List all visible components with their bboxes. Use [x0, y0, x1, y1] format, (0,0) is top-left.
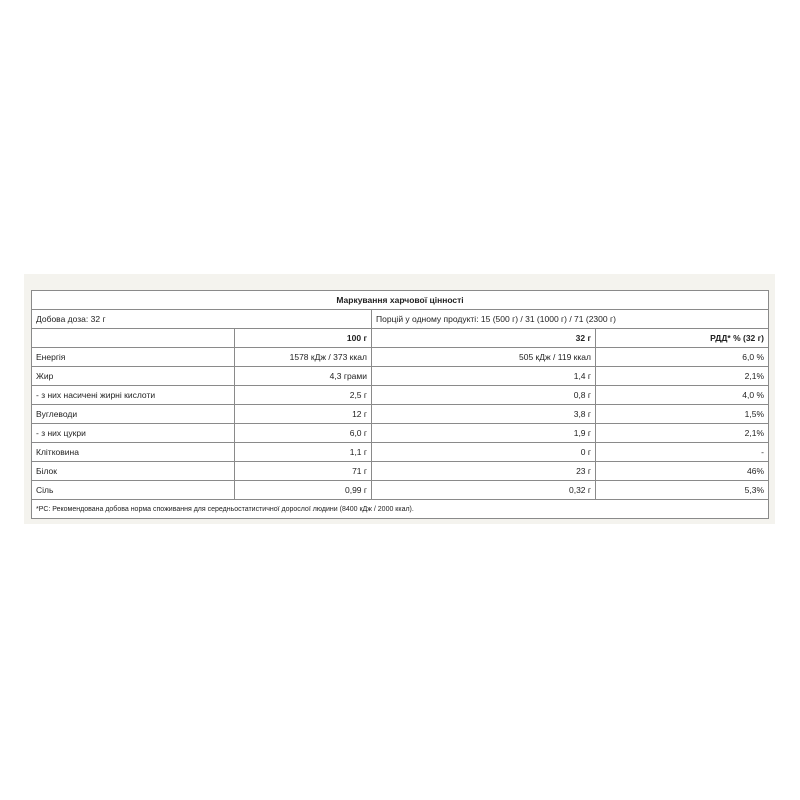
info-row [32, 310, 769, 329]
daily-dose: Добова доза: 32 г [32, 310, 372, 329]
table-row [32, 405, 769, 424]
table-row [32, 462, 769, 481]
nutrient-name: Сіль [32, 481, 235, 500]
nutrient-name: - з них насичені жирні кислоти [32, 386, 235, 405]
header-row [32, 329, 769, 348]
value-per-32g: 505 кДж / 119 ккал [372, 348, 596, 367]
table-row [32, 424, 769, 443]
value-per-100g: 2,5 г [235, 386, 372, 405]
value-rda: 1,5% [596, 405, 769, 424]
table-row [32, 386, 769, 405]
value-per-100g: 71 г [235, 462, 372, 481]
table-row [32, 367, 769, 386]
footnote: *РС: Рекомендована добова норма споживання для середньостатистичної дорослої людини (8400 кДж / 2000 ккал). [32, 500, 769, 519]
header-per-32g: 32 г [372, 329, 596, 348]
value-per-32g: 0,32 г [372, 481, 596, 500]
value-rda: 6,0 % [596, 348, 769, 367]
header-per-100g: 100 г [235, 329, 372, 348]
table-row [32, 443, 769, 462]
nutrition-panel [24, 274, 775, 524]
value-per-100g: 12 г [235, 405, 372, 424]
table-title: Маркування харчової цінності [32, 291, 769, 310]
nutrition-table [31, 290, 769, 519]
value-per-100g: 0,99 г [235, 481, 372, 500]
value-per-32g: 1,4 г [372, 367, 596, 386]
value-rda: 5,3% [596, 481, 769, 500]
nutrient-name: - з них цукри [32, 424, 235, 443]
table-row [32, 481, 769, 500]
value-per-32g: 0,8 г [372, 386, 596, 405]
value-per-100g: 1,1 г [235, 443, 372, 462]
value-per-100g: 6,0 г [235, 424, 372, 443]
value-per-32g: 0 г [372, 443, 596, 462]
value-rda: 46% [596, 462, 769, 481]
value-per-32g: 23 г [372, 462, 596, 481]
value-rda: 2,1% [596, 424, 769, 443]
nutrient-name: Жир [32, 367, 235, 386]
table-row [32, 348, 769, 367]
header-nutrient [32, 329, 235, 348]
value-per-100g: 1578 кДж / 373 ккал [235, 348, 372, 367]
nutrient-name: Енергія [32, 348, 235, 367]
nutrient-name: Вуглеводи [32, 405, 235, 424]
value-per-32g: 3,8 г [372, 405, 596, 424]
title-row [32, 291, 769, 310]
value-rda: - [596, 443, 769, 462]
nutrient-name: Білок [32, 462, 235, 481]
value-per-100g: 4,3 грами [235, 367, 372, 386]
value-rda: 2,1% [596, 367, 769, 386]
value-rda: 4,0 % [596, 386, 769, 405]
header-rda: РДД* % (32 г) [596, 329, 769, 348]
value-per-32g: 1,9 г [372, 424, 596, 443]
servings-per-product: Порцій у одному продукті: 15 (500 г) / 31 (1000 г) / 71 (2300 г) [372, 310, 769, 329]
nutrient-name: Клітковина [32, 443, 235, 462]
footnote-row [32, 500, 769, 519]
